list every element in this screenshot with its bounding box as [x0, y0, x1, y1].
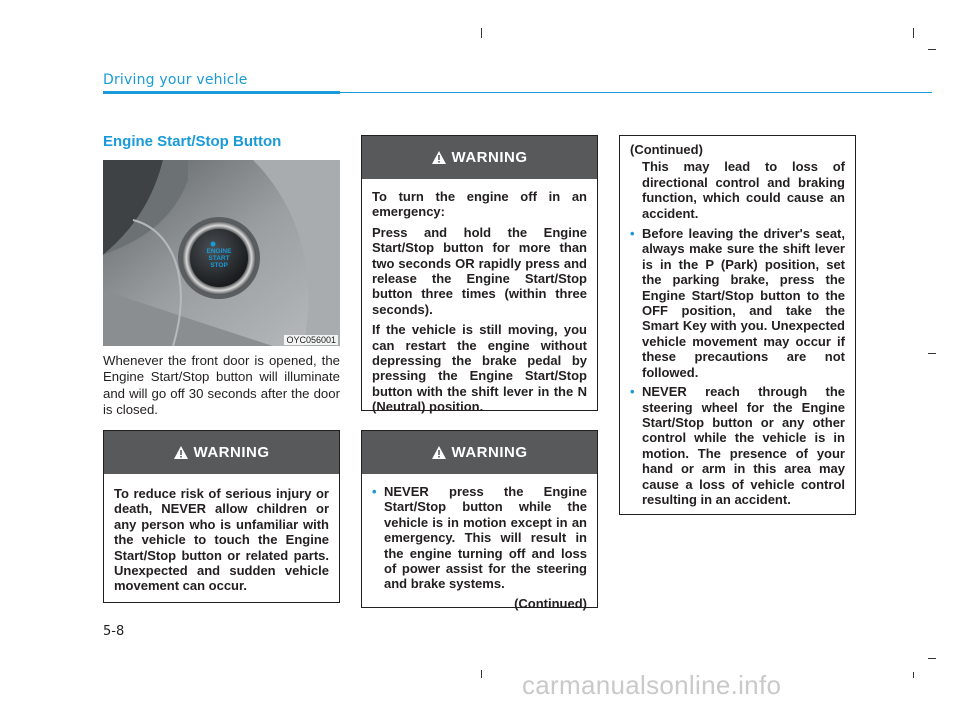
button-label-line: START [208, 255, 230, 262]
continued-label: (Continued) [630, 142, 703, 157]
warning-box-emergency [361, 135, 598, 415]
page-number: 5-8 [103, 624, 125, 639]
header-rule [340, 92, 932, 93]
bullet-text: NEVER press the Engine Start/Stop button while the vehicle is in motion except in an emergency. This will result in the engine turning off and loss of power assist for the steering and brake systems. [384, 484, 587, 592]
crop-mark [481, 28, 482, 38]
button-label-line: STOP [210, 262, 228, 269]
warning-bullet [630, 384, 845, 507]
crop-mark [913, 672, 914, 678]
watermark: carmanualsonline.info [522, 670, 782, 700]
figure-code: OYC056001 [286, 335, 336, 345]
warning-paragraph: To turn the engine off in an emergency: [372, 189, 587, 220]
header-title: Driving your vehicle [103, 72, 248, 88]
warning-heading: WARNING [193, 444, 270, 461]
crop-mark [928, 49, 936, 50]
warning-box-children [103, 430, 340, 603]
warning-box-continued [619, 135, 856, 515]
warning-heading: WARNING [451, 149, 528, 166]
bullet-icon: • [630, 226, 635, 242]
warning-text: To reduce risk of serious injury or death, NEVER allow children or any person who is unfamiliar with the vehicle to touch the Engine Start/Stop button or related parts. Unexpected and sudden vehicle movement can occur. [114, 486, 329, 594]
crop-mark [481, 670, 482, 678]
warning-paragraph: If the vehicle is still moving, you can restart the engine without depressing the brake pedal by pressing the Engine Start/Stop button with the shift lever in the N (Neutral) position. [372, 322, 587, 415]
bullet-icon: • [630, 384, 635, 400]
header-rule-accent [103, 91, 340, 94]
crop-mark [928, 658, 936, 659]
continued-text: This may lead to loss of directional control and braking function, which could cause an accident. [642, 159, 845, 221]
bullet-icon: • [372, 484, 377, 499]
warning-heading: WARNING [451, 444, 528, 461]
warning-header [362, 136, 597, 179]
bullet-text: Before leaving the driver's seat, always make sure the shift lever is in the P (Park) position, set the parking brake, press the Engine Start/Stop button to the OFF position, and take the Smart Key with you. Unexpected vehicle movement may occur if these precautions are not followed. [642, 226, 845, 380]
continued-label: (Continued) [514, 595, 587, 611]
crop-mark [913, 28, 914, 38]
warning-box-motion [361, 430, 598, 611]
warning-triangle-icon [432, 446, 446, 459]
warning-header [104, 431, 339, 474]
section-title: Engine Start/Stop Button [103, 133, 282, 150]
crop-mark [928, 353, 936, 354]
intro-paragraph: Whenever the front door is opened, the Engine Start/Stop button will illuminate and will go off 30 seconds after the door is closed. [103, 353, 340, 417]
warning-triangle-icon [174, 446, 188, 459]
warning-header [362, 431, 597, 474]
warning-bullet [630, 226, 845, 380]
button-label [201, 248, 237, 269]
warning-triangle-icon [432, 151, 446, 164]
button-label-line: ENGINE [206, 248, 232, 255]
warning-paragraph: Press and hold the Engine Start/Stop button for more than two seconds OR rapidly press and release the Engine Start/Stop button three times (within three seconds). [372, 224, 587, 317]
engine-button-photo [103, 160, 340, 346]
warning-bullet [372, 484, 587, 592]
bullet-text: NEVER reach through the steering wheel for the Engine Start/Stop button or any other control while the vehicle is in motion. The presence of your hand or arm in this area may cause a loss of vehicle control resulting in an accident. [642, 384, 845, 507]
